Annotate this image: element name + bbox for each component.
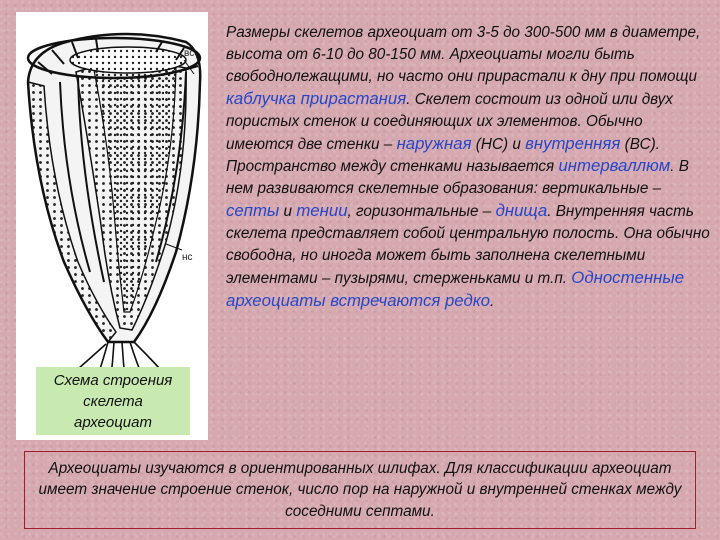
- text-segment: . Скелет состоит из одной или двух пористых стенок и соединяющих их элементов. Обычно имеются две стенки –: [226, 90, 673, 153]
- text-segment: .: [489, 292, 495, 310]
- text-segment: и: [279, 203, 297, 221]
- text-segment: Размеры скелетов археоциат от 3-5 до 300-500 мм в диаметре, высота от 6-10 до 80-150 мм. Археоциаты могли быть свободнолежащими, но часто они прирастали к дну при помощи: [226, 24, 701, 85]
- term-intervallum: интерваллюм: [558, 156, 671, 176]
- main-description: [226, 22, 712, 313]
- term-inner-wall: внутренняя: [525, 133, 621, 153]
- description-paragraph: [226, 22, 712, 313]
- text-segment: . В нем развиваются скелетные образования: вертикальные –: [226, 158, 689, 198]
- inner-wall-label: вс: [184, 48, 195, 59]
- term-tabulae: днища: [495, 201, 548, 221]
- text-segment: (ВС). Пространство между стенками называется: [226, 135, 660, 176]
- text-segment: . Внутренняя часть скелета представляет собой центральную полость. Она обычно свободна, но иногда может быть заполнена скелетными элементами – пузырями, стерженьками и т.п.: [226, 203, 710, 287]
- study-note-box: [24, 451, 696, 529]
- term-heel: каблучка прирастания: [226, 88, 407, 108]
- term-outer-wall: наружная: [396, 133, 472, 153]
- term-single-walled: Одностенные археоциаты встречаются редко: [226, 267, 685, 310]
- text-segment: (НС) и: [471, 135, 526, 153]
- outer-wall-label: нс: [182, 252, 193, 263]
- term-septa: септы: [226, 201, 280, 221]
- text-segment: , горизонтальные –: [347, 203, 496, 221]
- study-note-text: Археоциаты изучаются в ориентированных шлифах. Для классификации археоциат имеет значение строение стенок, число пор на наружной и внутренней стенках между соседними септами.: [38, 459, 682, 520]
- term-taeniae: тении: [296, 201, 348, 221]
- figure-caption: Схема строения скелета археоциат: [36, 367, 190, 435]
